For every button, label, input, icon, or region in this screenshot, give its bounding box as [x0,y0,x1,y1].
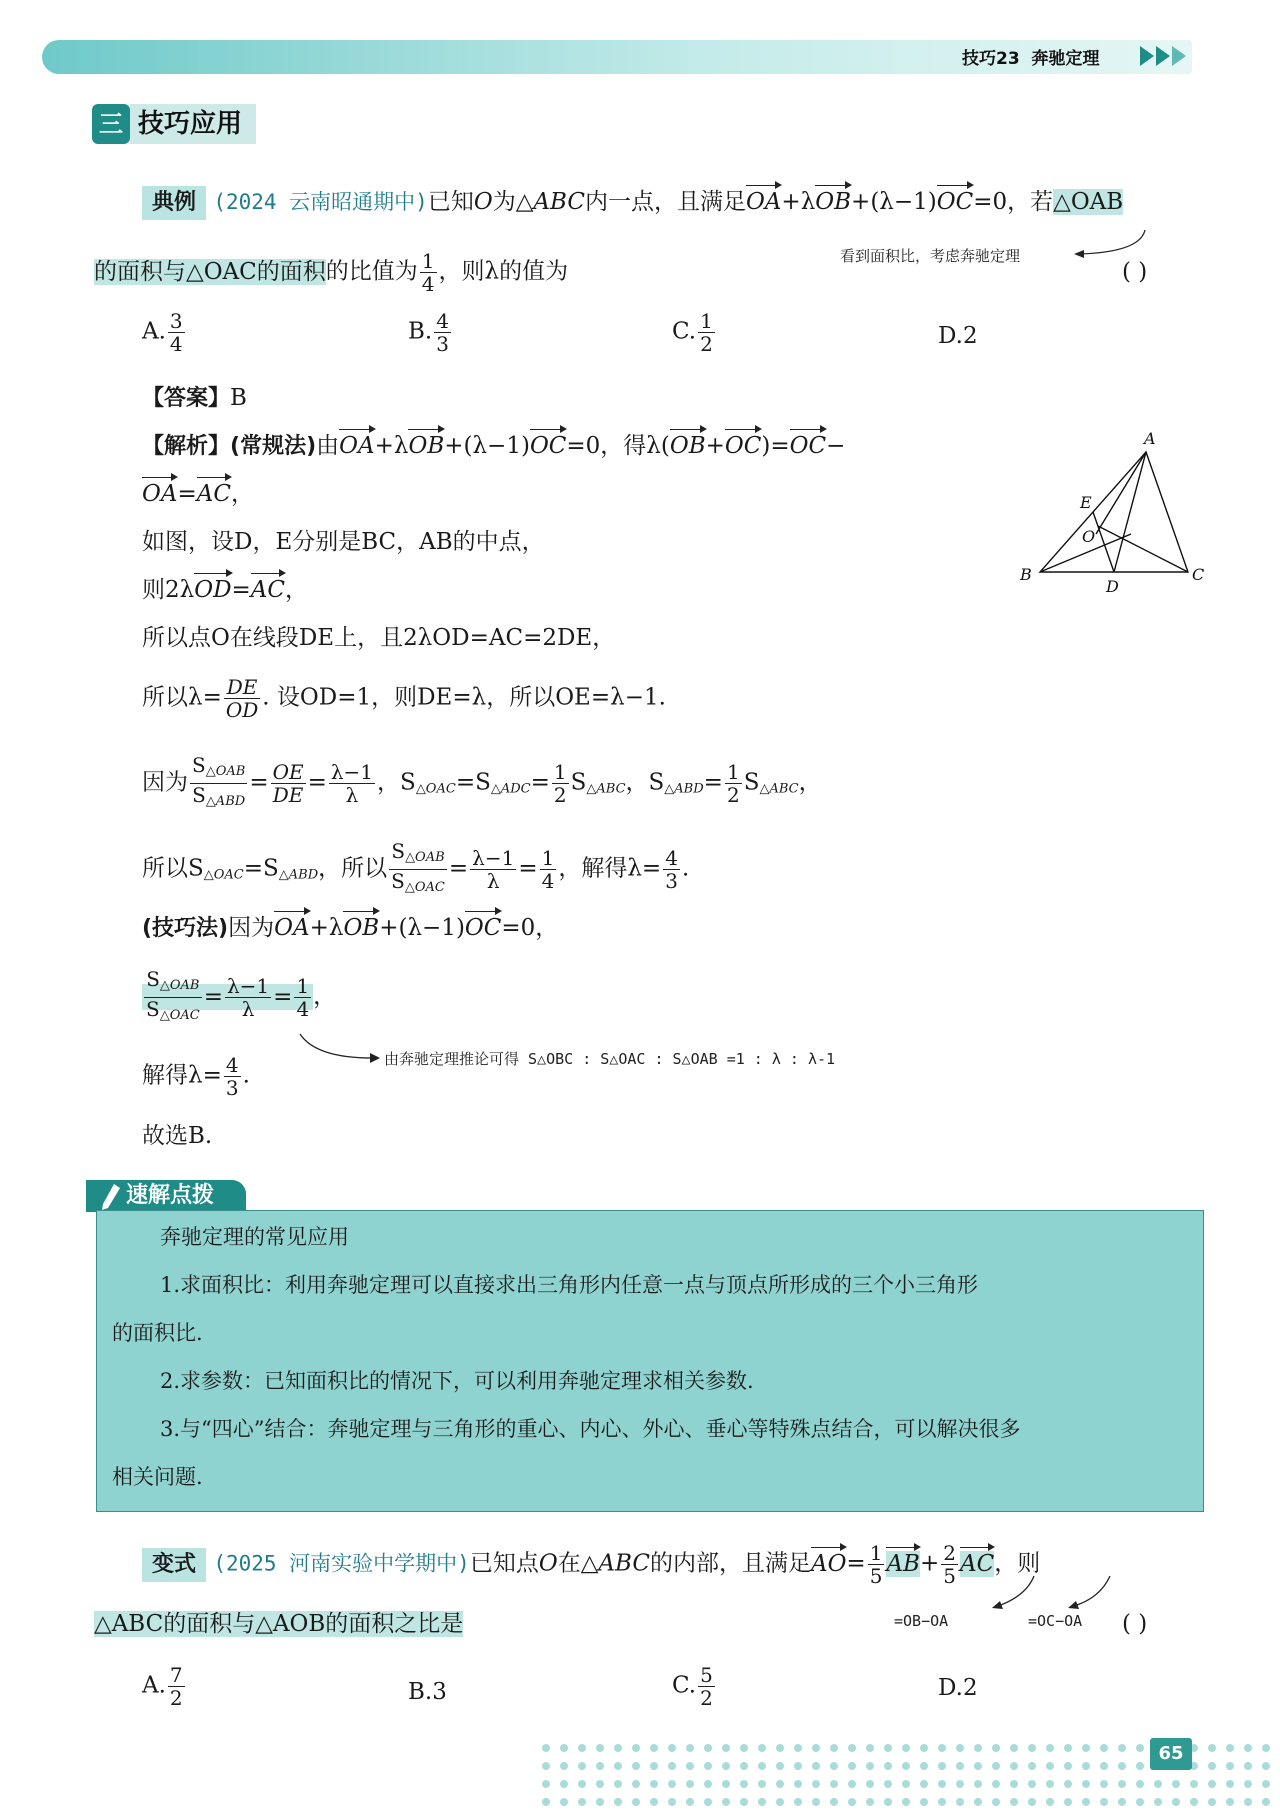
tips-line-0: 奔驰定理的常见应用 [160,1225,349,1249]
variant-option-b: B.3 [408,1679,447,1705]
tips-title: 速解点拨 [86,1180,246,1212]
tips-line-1: 1.求面积比：利用奔驰定理可以直接求出三角形内任意一点与顶点所形成的三个小三角形 [160,1273,979,1297]
example-source: (2024 云南昭通期中) [213,190,428,214]
option-a: A. $\frac{3}{4}$ [142,309,183,356]
highlight-area: 的面积与△OAC的面积 [94,258,326,285]
analysis-line-10: $\frac{S_{\triangle OAB}}{S_{\triangle OAC}}$ = $\frac{\lambda-1}{\lambda}$ = $\frac{1}{4}$ ， [142,968,336,1027]
example-line-2: 的面积与△OAC的面积的比值为 $\frac{1}{4}$ ，则λ的值为 [94,249,569,296]
tips-line-2: 的面积比. [112,1321,203,1345]
analysis-line-3: 如图，设D，E分别是BC，AB的中点， [142,529,545,555]
variant-option-d: D.2 [938,1675,978,1701]
analysis-line-6: 所以λ= $\frac{DE}{OD}$ . 设OD=1，则DE=λ，所以OE=λ−1. [142,675,666,722]
method-regular: (常规法) [230,434,317,459]
analysis-line-7: 因为 $\frac{S_{\triangle OAB}}{S_{\triangle ABD}}$ = $\frac{OE}{DE}$ = $\frac{\lambda-1}{\lambda}$ ，$S_{\triangle OAC}=S_{\triangle ADC}=$ $\frac{1}{2}$ $S_{\triangle ABC}$，$S_{\triangle ABD}=$ $\frac{1}{2}$ $S_{\triangle ABC}$， [142,753,822,809]
label-b: B [1020,565,1032,584]
header-title: 奔驰定理 [1031,49,1100,69]
analysis-line-1: 【解析】(常规法)由OA+λOB+(λ−1)OC=0，得λ(OB+OC)=OC− [142,430,845,463]
page-number: 65 [1150,1738,1192,1770]
highlight-oab: △OAB [1053,189,1124,215]
option-c: C. $\frac{1}{2}$ [672,309,713,356]
section-number: 三 [92,104,130,144]
analysis-line-5: 所以点O在线段DE上，且2λOD=AC=2DE， [142,625,616,651]
tips-box [96,1210,1204,1512]
answer-line: 【答案】B [142,385,247,411]
analysis-line-11: 解得λ= $\frac{4}{3}$ . [142,1053,250,1100]
note-arrow-icon [296,1030,386,1070]
variant-option-a: A. $\frac{7}{2}$ [142,1663,183,1710]
header-label: 技巧23 奔驰定理 [962,49,1100,69]
option-d: D.2 [938,323,978,349]
variant-line-2: △ABC的面积与△AOB的面积之比是 [94,1611,464,1637]
benchi-note: 由奔驰定理推论可得 S△OBC : S△OAC : S△OAB =1 : λ : λ-1 [384,1050,836,1068]
example-bracket: ( ) [1122,259,1148,285]
label-o: O [1082,527,1096,546]
header-arrows-icon [1140,44,1200,68]
analysis-line-8: 所以$S_{\triangle OAC}=S_{\triangle ABD}$，所以 $\frac{S_{\triangle OAB}}{S_{\triangle OAC}}$ = $\frac{\lambda-1}{\lambda}$ = $\frac{1}{4}$ ，解得λ= $\frac{4}{3}$ . [142,839,690,895]
analysis-line-9: (技巧法)因为OA+λOB+(λ−1)OC=0， [142,912,558,945]
example-tag: 典例 [142,186,206,220]
conclusion: 故选B. [142,1123,213,1149]
option-b: B. $\frac{4}{3}$ [408,309,449,356]
variant-note-1: =OB−OA [894,1612,949,1630]
label-a: A [1144,429,1156,448]
variant-note-2: =OC−OA [1028,1612,1083,1630]
triangle-figure [1016,424,1216,600]
variant-line-1: 变式 (2025 河南实验中学期中)已知点O在△ABC的内部，且满足AO= $\frac{1}{5}$ AB+ $\frac{2}{5}$ AC，则 [142,1542,1040,1587]
method-trick: (技巧法) [142,916,229,941]
label-c: C [1192,565,1205,584]
tips-line-5: 相关问题. [112,1465,203,1489]
pencil-icon [100,1182,122,1212]
label-d: D [1106,577,1119,596]
tips-line-4: 3.与“四心”结合：奔驰定理与三角形的重心、内心、外心、垂心等特殊点结合，可以解决很多 [160,1417,1021,1441]
variant-option-c: C. $\frac{5}{2}$ [672,1663,713,1710]
variant-tag: 变式 [142,1548,206,1582]
section-title: 技巧应用 [130,104,256,144]
analysis-line-2: OA=AC， [142,478,254,510]
tips-line-3: 2.求参数：已知面积比的情况下，可以利用奔驰定理求相关参数. [160,1369,754,1393]
analysis-line-4: 则2λOD=AC， [142,574,308,606]
example-line-1: 典例 (2024 云南昭通期中)已知O为△ABC内一点，且满足OA+λOB+(λ−1)OC=0，若△OAB [142,186,1123,220]
variant-source: (2025 河南实验中学期中) [213,1551,470,1576]
variant-arrows-icon [960,1572,1160,1612]
annotation-benchi: 看到面积比，考虑奔驰定理 [840,247,1021,265]
variant-bracket: ( ) [1122,1611,1148,1637]
label-e: E [1080,493,1092,512]
